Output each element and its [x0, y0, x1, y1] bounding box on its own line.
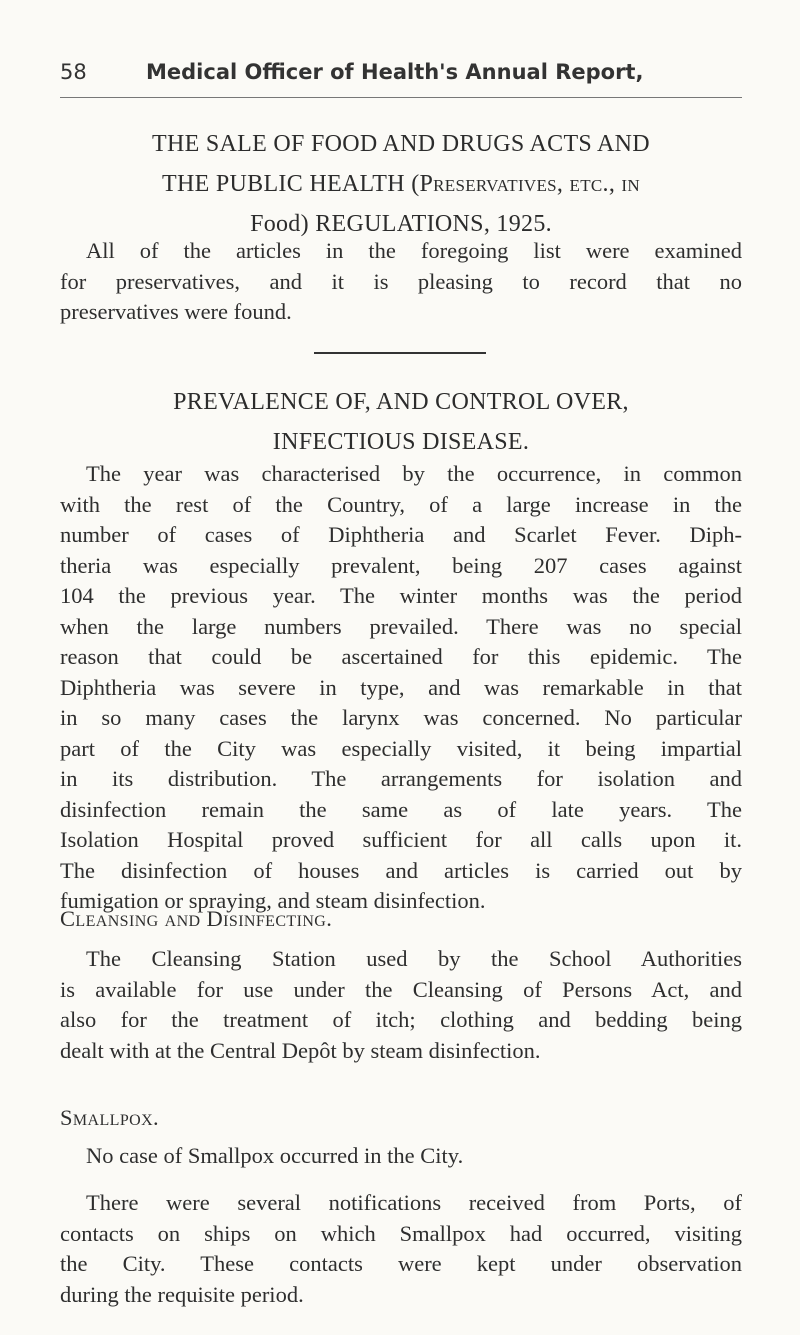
text-line: There were several notifications received from Ports, of	[86, 1190, 742, 1215]
paragraph-smallpox-notifications	[60, 1188, 742, 1310]
text-line: fumigation or spraying, and steam disinfection.	[60, 888, 486, 913]
text-line: theria was especially prevalent, being 207 cases against	[60, 552, 742, 578]
text-line: in its distribution. The arrangements for isolation and	[60, 766, 742, 791]
paragraph-preservatives	[60, 236, 742, 328]
text-line: during the requisite period.	[60, 1281, 304, 1307]
text-line: disinfection remain the same as of late years. The	[60, 796, 742, 822]
running-head	[60, 60, 742, 84]
paragraph-cleansing	[60, 944, 742, 1066]
section-divider	[314, 352, 486, 354]
text-line: in so many cases the larynx was concerned. No particular	[60, 705, 742, 730]
text-line: preservatives were found.	[60, 299, 292, 324]
heading-line	[60, 164, 742, 204]
text-line: The year was characterised by the occurrence, in common	[86, 461, 742, 486]
subheading-smallpox: Smallpox.	[60, 1105, 160, 1130]
heading-line: THE SALE OF FOOD AND DRUGS ACTS AND	[152, 131, 650, 157]
text-line: All of the articles in the foregoing list were examined	[86, 238, 742, 263]
text-line: number of cases of Diphtheria and Scarlet Fever. Diph-	[60, 522, 742, 547]
running-head-rule	[60, 97, 742, 98]
text-line: No case of Smallpox occurred in the City.	[86, 1143, 464, 1168]
paragraph-infectious-disease	[60, 459, 742, 917]
text-line: contacts on ships on which Smallpox had occurred, visiting	[60, 1220, 742, 1246]
page-number: 58	[60, 60, 87, 84]
running-head-title: Medical Officer of Health's Annual Report,	[146, 60, 644, 84]
text-line: when the large numbers prevailed. There was no special	[60, 613, 742, 639]
subheading-cleansing-disinfecting: Cleansing and Disinfecting.	[60, 906, 333, 931]
text-line: The Cleansing Station used by the School Authorities	[86, 946, 742, 971]
paragraph-smallpox-no-case	[60, 1141, 742, 1172]
text-line: dealt with at the Central Depôt by steam disinfection.	[60, 1037, 541, 1063]
text-line: with the rest of the Country, of a large increase in the	[60, 491, 742, 517]
text-line: is available for use under the Cleansing of Persons Act, and	[60, 976, 742, 1002]
text-line: for preservatives, and it is pleasing to record that no	[60, 268, 742, 294]
text-line: The disinfection of houses and articles is carried out by	[60, 857, 742, 883]
text-line: the City. These contacts were kept under observation	[60, 1251, 742, 1276]
heading-line: Food) REGULATIONS, 1925.	[250, 211, 552, 237]
text-line: Diphtheria was severe in type, and was remarkable in that	[60, 674, 742, 700]
section-heading-infectious-disease	[60, 382, 742, 462]
text-line: part of the City was especially visited, it being impartial	[60, 735, 742, 761]
heading-line: INFECTIOUS DISEASE.	[272, 429, 530, 455]
text-line: Isolation Hospital proved sufficient for all calls upon it.	[60, 827, 742, 852]
text-line: also for the treatment of itch; clothing and bedding being	[60, 1007, 742, 1032]
text-line: reason that could be ascertained for this epidemic. The	[60, 644, 742, 669]
heading-line: PREVALENCE OF, AND CONTROL OVER,	[173, 389, 629, 415]
section-heading-food-drugs-acts	[60, 124, 742, 244]
heading-line-text: THE PUBLIC HEALTH (Preservatives, etc., in	[162, 171, 640, 197]
text-line: 104 the previous year. The winter months was the period	[60, 583, 742, 608]
